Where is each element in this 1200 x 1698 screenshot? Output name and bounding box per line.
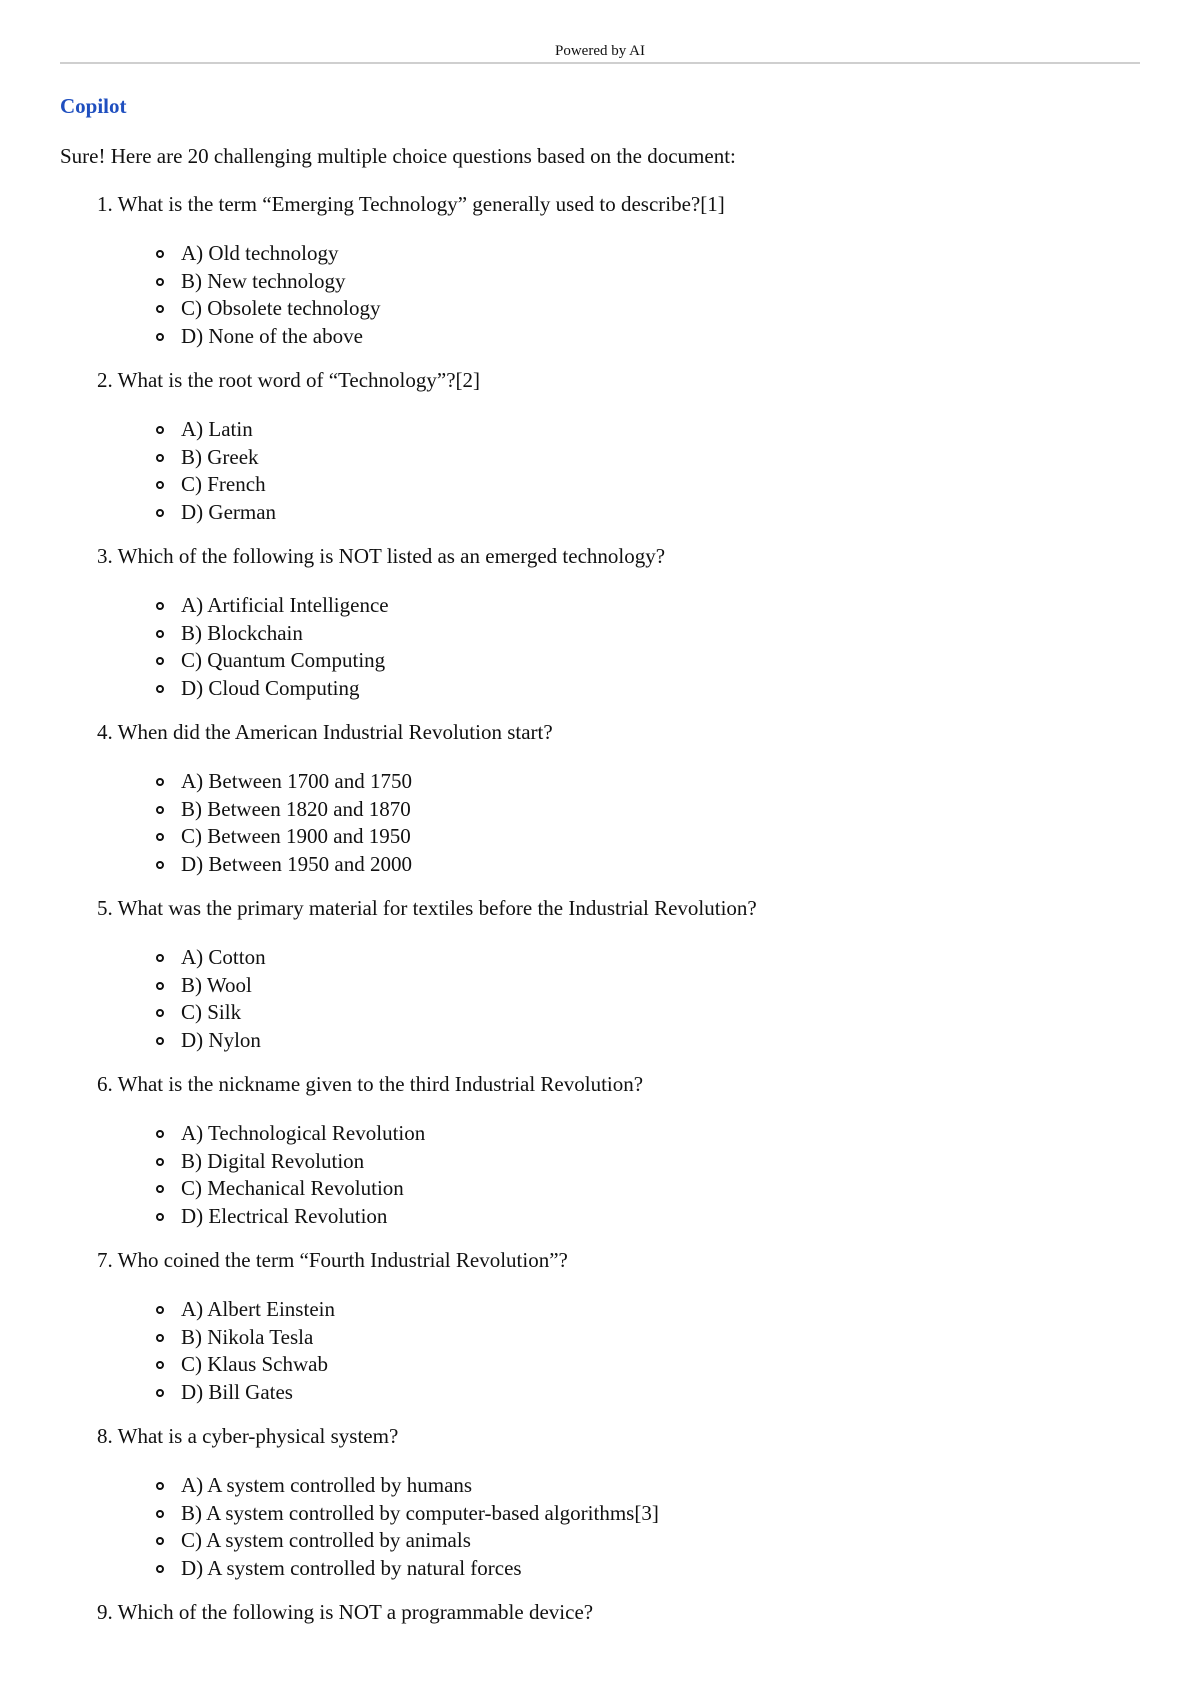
answer-option <box>60 1175 1140 1203</box>
option-text: B) Nikola Tesla <box>181 1324 314 1349</box>
question-item <box>60 190 1140 350</box>
question-item <box>60 366 1140 526</box>
bullet-icon <box>156 426 164 434</box>
option-text: A) Old technology <box>181 241 339 265</box>
bullet-icon <box>156 1389 164 1397</box>
question-item <box>60 542 1140 702</box>
bullet-icon <box>156 1361 164 1369</box>
answer-option <box>60 1379 1140 1407</box>
bullet-icon <box>156 1482 164 1490</box>
answer-option <box>60 1527 1140 1555</box>
question-text: 5. What was the primary material for textiles before the Industrial Revolution? <box>97 896 757 920</box>
answer-option <box>60 471 1140 499</box>
answer-option <box>60 240 1140 268</box>
bullet-icon <box>156 305 164 313</box>
answer-option <box>60 972 1140 1000</box>
question-text: 4. When did the American Industrial Revolution start? <box>97 720 553 744</box>
answer-option <box>60 444 1140 472</box>
option-text: C) Mechanical Revolution <box>181 1176 404 1200</box>
answer-option <box>60 295 1140 323</box>
answer-option <box>60 1472 1140 1500</box>
answer-option <box>60 1148 1140 1176</box>
option-text: A) Cotton <box>181 945 266 969</box>
answer-option <box>60 999 1140 1027</box>
answer-option <box>60 620 1140 648</box>
bullet-icon <box>156 278 164 286</box>
answer-option <box>60 647 1140 675</box>
question-text: 8. What is a cyber-physical system? <box>97 1424 399 1448</box>
option-list <box>60 944 1140 1054</box>
option-text: B) Blockchain <box>181 620 303 645</box>
page-header <box>60 0 1140 64</box>
copilot-heading: Copilot <box>60 94 127 118</box>
question-text: 2. What is the root word of “Technology”?[2] <box>97 368 481 392</box>
bullet-icon <box>156 954 164 962</box>
option-text: C) Quantum Computing <box>181 648 386 672</box>
option-text: B) Greek <box>181 444 259 469</box>
answer-option <box>60 416 1140 444</box>
option-list <box>60 1120 1140 1230</box>
question-item <box>60 718 1140 878</box>
bullet-icon <box>156 250 164 258</box>
answer-option <box>60 1324 1140 1352</box>
option-text: B) Between 1820 and 1870 <box>181 796 411 821</box>
option-text: C) Silk <box>181 1000 242 1024</box>
option-text: B) Wool <box>181 972 252 997</box>
bullet-icon <box>156 333 164 341</box>
option-text: B) New technology <box>181 268 346 293</box>
answer-option <box>60 323 1140 351</box>
option-text: C) A system controlled by animals <box>181 1528 471 1552</box>
bullet-icon <box>156 1306 164 1314</box>
option-text: C) Obsolete technology <box>181 296 381 320</box>
bullet-icon <box>156 1537 164 1545</box>
bullet-icon <box>156 1565 164 1573</box>
answer-option <box>60 675 1140 703</box>
option-text: A) Between 1700 and 1750 <box>181 769 412 793</box>
answer-option <box>60 768 1140 796</box>
bullet-icon <box>156 1009 164 1017</box>
option-text: D) Bill Gates <box>181 1379 293 1404</box>
answer-option <box>60 1500 1140 1528</box>
question-item <box>60 1246 1140 1406</box>
option-text: C) French <box>181 472 266 496</box>
bullet-icon <box>156 806 164 814</box>
answer-option <box>60 1555 1140 1583</box>
option-text: A) Technological Revolution <box>181 1121 426 1145</box>
answer-option <box>60 851 1140 879</box>
answer-option <box>60 499 1140 527</box>
bullet-icon <box>156 1334 164 1342</box>
bullet-icon <box>156 657 164 665</box>
question-item <box>60 1070 1140 1230</box>
answer-option <box>60 1351 1140 1379</box>
bullet-icon <box>156 454 164 462</box>
question-text: 7. Who coined the term “Fourth Industrial Revolution”? <box>97 1248 568 1272</box>
question-item <box>60 894 1140 1054</box>
answer-option <box>60 1027 1140 1055</box>
option-list <box>60 240 1140 350</box>
intro-text: Sure! Here are 20 challenging multiple choice questions based on the document: <box>60 144 736 168</box>
bullet-icon <box>156 778 164 786</box>
bullet-icon <box>156 1185 164 1193</box>
bullet-icon <box>156 1130 164 1138</box>
question-text: 3. Which of the following is NOT listed as an emerged technology? <box>97 544 666 568</box>
option-text: D) Nylon <box>181 1027 261 1052</box>
document-page <box>60 0 1140 1642</box>
option-list <box>60 1472 1140 1582</box>
option-list <box>60 768 1140 878</box>
answer-option <box>60 1120 1140 1148</box>
powered-by-label: Powered by AI <box>555 43 645 59</box>
answer-option <box>60 796 1140 824</box>
bullet-icon <box>156 1213 164 1221</box>
answer-option <box>60 592 1140 620</box>
option-text: C) Klaus Schwab <box>181 1352 328 1376</box>
question-item <box>60 1598 1140 1626</box>
question-list <box>60 190 1140 1626</box>
option-text: B) A system controlled by computer-based algorithms[3] <box>181 1500 659 1525</box>
bullet-icon <box>156 602 164 610</box>
bullet-icon <box>156 1037 164 1045</box>
option-list <box>60 1296 1140 1406</box>
bullet-icon <box>156 1510 164 1518</box>
option-text: D) Electrical Revolution <box>181 1203 388 1228</box>
question-text: 1. What is the term “Emerging Technology” generally used to describe?[1] <box>97 192 725 216</box>
option-text: D) A system controlled by natural forces <box>181 1555 522 1580</box>
option-text: D) None of the above <box>181 323 363 348</box>
bullet-icon <box>156 685 164 693</box>
bullet-icon <box>156 481 164 489</box>
option-text: D) German <box>181 499 277 524</box>
answer-option <box>60 268 1140 296</box>
bullet-icon <box>156 982 164 990</box>
option-text: C) Between 1900 and 1950 <box>181 824 411 848</box>
option-list <box>60 416 1140 526</box>
option-text: A) Artificial Intelligence <box>181 593 389 617</box>
option-text: D) Cloud Computing <box>181 675 360 700</box>
bullet-icon <box>156 833 164 841</box>
question-text: 9. Which of the following is NOT a programmable device? <box>97 1600 594 1624</box>
answer-option <box>60 1203 1140 1231</box>
option-text: B) Digital Revolution <box>181 1148 365 1173</box>
answer-option <box>60 823 1140 851</box>
bullet-icon <box>156 630 164 638</box>
option-text: A) A system controlled by humans <box>181 1473 473 1497</box>
option-text: A) Albert Einstein <box>181 1297 335 1321</box>
option-text: A) Latin <box>181 417 253 441</box>
option-text: D) Between 1950 and 2000 <box>181 851 412 876</box>
answer-option <box>60 1296 1140 1324</box>
option-list <box>60 592 1140 702</box>
answer-option <box>60 944 1140 972</box>
bullet-icon <box>156 509 164 517</box>
question-text: 6. What is the nickname given to the third Industrial Revolution? <box>97 1072 644 1096</box>
question-item <box>60 1422 1140 1582</box>
bullet-icon <box>156 861 164 869</box>
bullet-icon <box>156 1158 164 1166</box>
